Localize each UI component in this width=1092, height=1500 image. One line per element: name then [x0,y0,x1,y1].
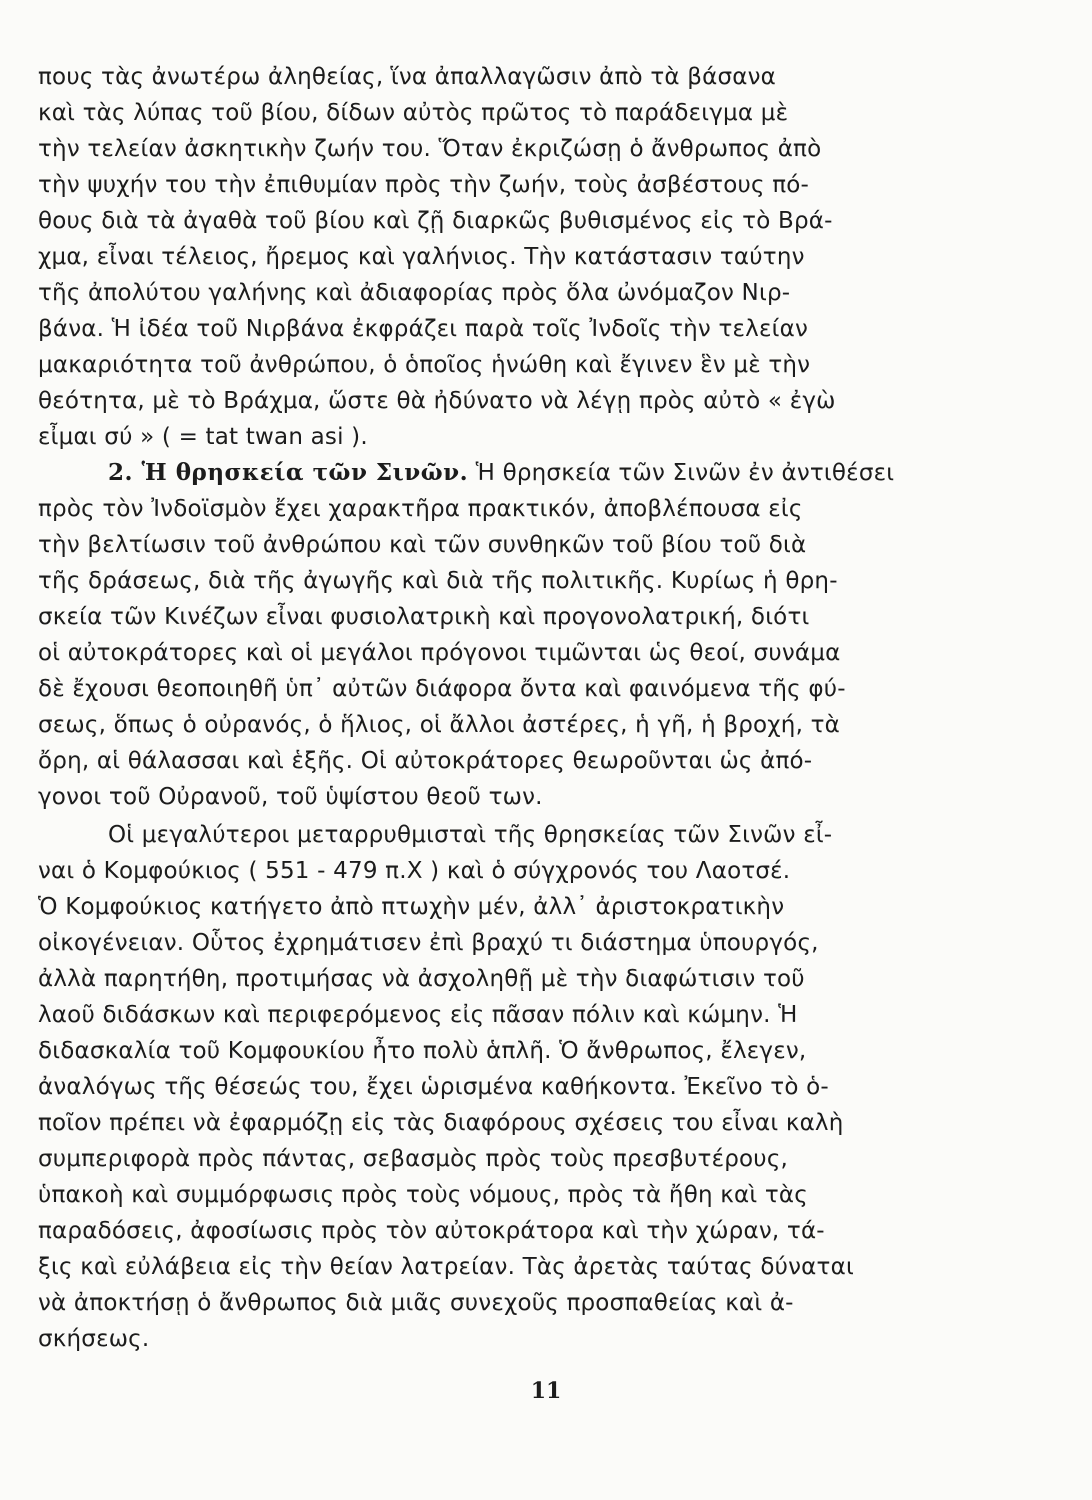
text-line: ἀλλὰ παρητήθη, προτιμήσας νὰ ἀσχοληθῇ μὲ τὴν διαφώτισιν τοῦ [38,966,805,992]
text-line: τὴν βελτίωσιν τοῦ ἀνθρώπου καὶ τῶν συνθηκῶν τοῦ βίου τοῦ διὰ [38,532,807,558]
text-line: εἶμαι σύ » ( = tat twan asi ). [38,424,368,450]
text-line: παραδόσεις, ἀφοσίωσις πρὸς τὸν αὐτοκράτορα καὶ τὴν χώραν, τά- [38,1218,825,1244]
text-line: ὄρη, αἱ θάλασσαι καὶ ἑξῆς. Οἱ αὐτοκράτορες θεωροῦνται ὡς ἀπό- [38,748,813,774]
text-line: γονοι τοῦ Οὐρανοῦ, τοῦ ὑψίστου θεοῦ των. [38,784,543,810]
page-number: 11 [530,1378,562,1404]
text-line: τῆς ἀπολύτου γαλήνης καὶ ἀδιαφορίας πρὸς ὅλα ὠνόμαζον Νιρ- [38,280,791,306]
text-line: θεότητα, μὲ τὸ Βράχμα, ὥστε θὰ ἠδύνατο νὰ λέγῃ πρὸς αὐτὸ « ἐγὼ [38,388,836,414]
text-line: τὴν ψυχήν του τὴν ἐπιθυμίαν πρὸς τὴν ζωήν, τοὺς ἀσβέστους πό- [38,172,810,198]
text-line: συμπεριφορὰ πρὸς πάντας, σεβασμὸς πρὸς τοὺς πρεσβυτέρους, [38,1146,789,1172]
section-heading-line [108,458,894,488]
text-line: βάνα. Ἡ ἰδέα τοῦ Νιρβάνα ἐκφράζει παρὰ τοῖς Ἰνδοῖς τὴν τελείαν [38,316,809,342]
text-line: ὑπακοὴ καὶ συμμόρφωσις πρὸς τοὺς νόμους, πρὸς τὰ ἤθη καὶ τὰς [38,1182,808,1208]
text-line: σκήσεως. [38,1326,150,1352]
text-line: Ὁ Κομφούκιος κατήγετο ἀπὸ πτωχὴν μέν, ἀλλ᾿ ἀριστοκρατικὴν [38,894,785,920]
text-line: τῆς δράσεως, διὰ τῆς ἀγωγῆς καὶ διὰ τῆς πολιτικῆς. Κυρίως ἡ θρη- [38,568,838,594]
text-line: δὲ ἔχουσι θεοποιηθῆ ὑπ᾿ αὐτῶν διάφορα ὄντα καὶ φαινόμενα τῆς φύ- [38,676,846,702]
text-line: τὴν τελείαν ἀσκητικὴν ζωήν του. Ὅταν ἐκριζώσῃ ὁ ἄνθρωπος ἀπὸ [38,136,822,162]
text-line: διδασκαλία τοῦ Κομφουκίου ἦτο πολὺ ἁπλῆ. Ὁ ἄνθρωπος, ἔλεγεν, [38,1038,807,1064]
text-line: οἱ αὐτοκράτορες καὶ οἱ μεγάλοι πρόγονοι τιμῶνται ὡς θεοί, συνάμα [38,640,841,666]
text-line: καὶ τὰς λύπας τοῦ βίου, δίδων αὐτὸς πρῶτος τὸ παράδειγμα μὲ [38,100,789,126]
text-line: ναι ὁ Κομφούκιος ( 551 - 479 π.Χ ) καὶ ὁ σύγχρονός του Λαοτσέ. [38,858,791,884]
text-line: ποῖον πρέπει νὰ ἐφαρμόζῃ εἰς τὰς διαφόρους σχέσεις του εἶναι καλὴ [38,1110,844,1136]
paragraph-first-line: Οἱ μεγαλύτεροι μεταρρυθμισταὶ τῆς θρησκείας τῶν Σινῶν εἶ- [108,822,833,848]
text-line: νὰ ἀποκτήσῃ ὁ ἄνθρωπος διὰ μιᾶς συνεχοῦς προσπαθείας καὶ ἀ- [38,1290,794,1316]
text-line: λαοῦ διδάσκων καὶ περιφερόμενος εἰς πᾶσαν πόλιν καὶ κώμην. Ἡ [38,1002,798,1028]
section-heading: 2. Ἡ θρησκεία τῶν Σινῶν. [108,459,469,486]
text-line: πους τὰς ἀνωτέρω ἀληθείας, ἵνα ἀπαλλαγῶσιν ἀπὸ τὰ βάσανα [38,64,777,90]
section-heading-continuation: Ἡ θρησκεία τῶν Σινῶν ἐν ἀντιθέσει [475,460,895,486]
text-line: ἀναλόγως τῆς θέσεώς του, ἔχει ὡρισμένα καθήκοντα. Ἐκεῖνο τὸ ὁ- [38,1074,829,1100]
text-line: ξις καὶ εὐλάβεια εἰς τὴν θείαν λατρείαν. Τὰς ἀρετὰς ταύτας δύναται [38,1254,854,1280]
text-line: χμα, εἶναι τέλειος, ἤρεμος καὶ γαλήνιος. Τὴν κατάστασιν ταύτην [38,244,805,270]
text-line: σεως, ὅπως ὁ οὐρανός, ὁ ἥλιος, οἱ ἄλλοι ἀστέρες, ἡ γῆ, ἡ βροχή, τὰ [38,712,841,738]
text-line: θους διὰ τὰ ἀγαθὰ τοῦ βίου καὶ ζῇ διαρκῶς βυθισμένος εἰς τὸ Βρά- [38,208,833,234]
text-line: σκεία τῶν Κινέζων εἶναι φυσιολατρικὴ καὶ προγονολατρική, διότι [38,604,810,630]
text-line: οἰκογένειαν. Οὗτος ἐχρημάτισεν ἐπὶ βραχύ τι διάστημα ὑπουργός, [38,930,819,956]
text-line: μακαριότητα τοῦ ἀνθρώπου, ὁ ὁποῖος ἡνώθη καὶ ἔγινεν ἓν μὲ τὴν [38,352,811,378]
text-line: πρὸς τὸν Ἰνδοϊσμὸν ἔχει χαρακτῆρα πρακτικόν, ἀποβλέπουσα εἰς [38,496,803,522]
